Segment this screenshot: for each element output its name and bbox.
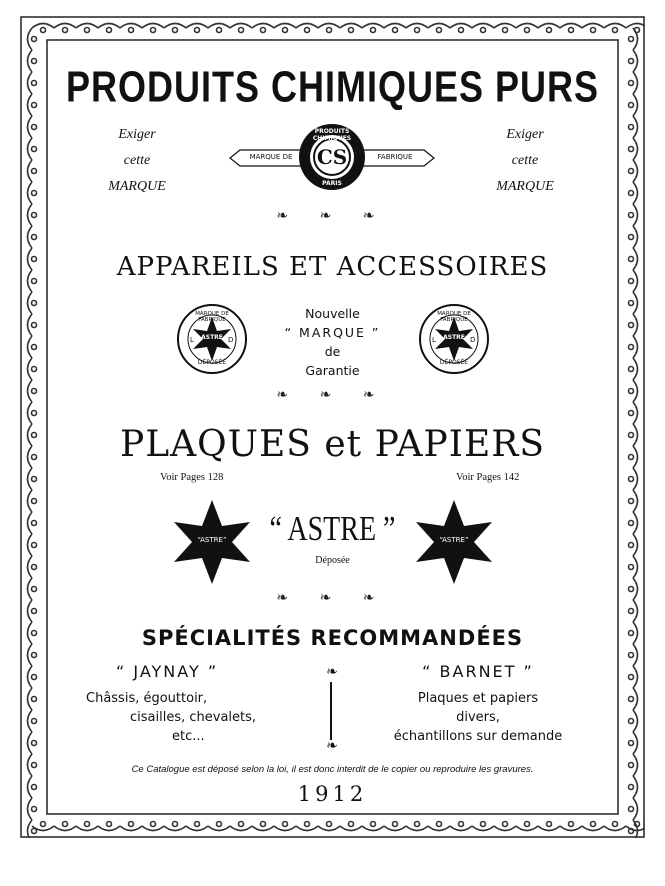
appareils-title: APPAREILS ET ACCESSOIRES <box>116 252 549 282</box>
right-note-line: cette <box>511 153 539 168</box>
right-note-line: MARQUE <box>496 179 554 194</box>
seal-center-label: ASTRE <box>443 334 465 341</box>
seal-left-letter: L <box>432 336 436 344</box>
barnet-line: divers, <box>456 710 500 725</box>
seal-right-letter: D <box>470 336 476 344</box>
copyright-notice: Ce Catalogue est déposé selon la loi, il est donc interdit de le copier ou reproduire les gravures. <box>131 764 534 775</box>
seal-top-text: PRODUITS CHIMIQUES <box>312 128 352 142</box>
nouvelle-marque-text <box>255 304 410 380</box>
barnet-line: échantillons sur demande <box>393 729 563 744</box>
fleuron-divider: ❧ ❧ ❧ <box>276 209 389 224</box>
trademark-right-label: FABRIQUE <box>377 153 413 161</box>
main-title: PRODUITS CHIMIQUES PURS <box>65 62 600 112</box>
barnet-heading: “ BARNET ” <box>422 662 534 681</box>
jaynay-column <box>86 662 300 746</box>
nouvelle-line: “ MARQUE ” <box>284 325 381 340</box>
left-note-line: cette <box>123 153 151 168</box>
barnet-column <box>368 662 588 746</box>
voir-pages-left: Voir Pages 128 <box>160 472 224 483</box>
astre-seal-left <box>176 303 248 375</box>
right-note-line: Exiger <box>506 127 544 142</box>
seal-ring-label: MARQUE DE FABRIQUE <box>195 311 229 323</box>
divider-flourish-icon: ❧ <box>326 738 338 754</box>
left-note-line: MARQUE <box>108 179 166 194</box>
jaynay-line: cisailles, chevalets, <box>130 710 257 725</box>
voir-pages-right: Voir Pages 142 <box>456 472 520 483</box>
left-note-line: Exiger <box>118 127 156 142</box>
svg-text:CS: CS <box>316 145 348 169</box>
jaynay-heading: “ JAYNAY ” <box>116 662 219 681</box>
star-label: “ASTRE” <box>197 536 227 544</box>
left-require-note <box>82 122 192 200</box>
plaques-title: PLAQUES et PAPIERS <box>120 424 545 465</box>
astre-deposee: Déposée <box>315 555 350 566</box>
right-require-note <box>470 122 580 200</box>
specialites-title: SPÉCIALITÉS RECOMMANDÉES <box>141 626 524 650</box>
astre-brand: “ ASTRE ” <box>269 510 396 549</box>
column-divider <box>330 682 332 740</box>
seal-center-label: ASTRE <box>201 334 223 341</box>
astre-seal-right <box>418 303 490 375</box>
fleuron-divider: ❧ ❧ ❧ <box>276 388 389 403</box>
nouvelle-line: Garantie <box>305 363 360 378</box>
catalogue-year: 1912 <box>297 782 368 806</box>
nouvelle-line: de <box>324 344 341 359</box>
seal-left-letter: L <box>190 336 194 344</box>
jaynay-line: etc... <box>172 729 205 744</box>
trademark-left-label: MARQUE DE <box>249 153 293 161</box>
seal-right-letter: D <box>228 336 234 344</box>
seal-bottom-label: DÉPOSÉE <box>197 359 227 366</box>
divider-flourish-icon: ❧ <box>326 664 338 680</box>
jaynay-line: Châssis, égouttoir, <box>86 691 208 706</box>
fleuron-divider: ❧ ❧ ❧ <box>276 591 389 606</box>
star-label: “ASTRE” <box>439 536 469 544</box>
nouvelle-line: Nouvelle <box>305 306 360 321</box>
seal-bottom-text: PARIS <box>322 180 342 187</box>
seal-bottom-label: DÉPOSÉE <box>439 359 469 366</box>
barnet-line: Plaques et papiers <box>417 691 539 706</box>
seal-ring-label: MARQUE DE FABRIQUE <box>437 311 471 323</box>
